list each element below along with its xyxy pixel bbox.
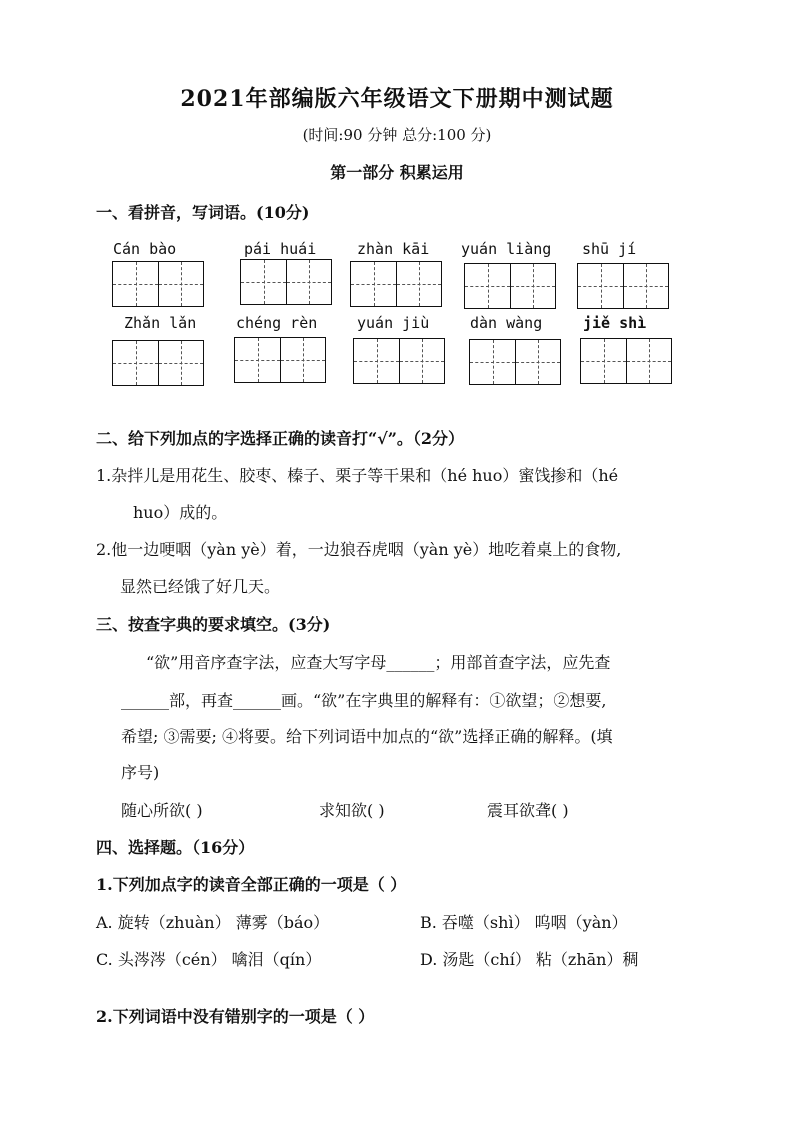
question-text: huo）成的。 [133, 503, 228, 522]
pinyin-label: yuán liàng [461, 240, 552, 258]
question-text: 2.他一边哽咽（yàn yè）着，一边狼吞虎咽（yàn yè）地吃着桌上的食物, [96, 540, 622, 559]
writing-grid[interactable] [234, 337, 326, 383]
writing-grid[interactable] [353, 338, 445, 384]
pinyin-label: shū jí [582, 240, 637, 258]
question-text: 1.下列加点字的读音全部正确的一项是（ ） [96, 875, 407, 894]
pinyin-label: dàn wàng [470, 314, 543, 332]
pinyin-label: pái huái [244, 240, 317, 258]
question-text: 显然已经饿了好几天。 [120, 577, 281, 596]
writing-grid[interactable] [350, 261, 442, 307]
paragraph-line: 序号) [121, 763, 160, 782]
writing-grid[interactable] [577, 263, 669, 309]
writing-grid[interactable] [240, 259, 332, 305]
exam-time-score: (时间:90 分钟 总分:100 分) [302, 126, 492, 144]
writing-grid[interactable] [464, 263, 556, 309]
writing-grid[interactable] [112, 340, 204, 386]
fill-item: 求知欲( ) [319, 801, 385, 820]
pinyin-label: Zhǎn lǎn [124, 314, 197, 332]
page-title: 2021年部编版六年级语文下册期中测试题 [180, 86, 614, 112]
pinyin-label: chéng rèn [236, 314, 318, 332]
pinyin-label: Cán bào [113, 240, 177, 258]
option-a: A. 旋转（zhuàn） 薄雾（báo） [96, 913, 330, 932]
section2-heading: 二、给下列加点的字选择正确的读音打“√”。（2分） [96, 429, 465, 448]
section3-heading: 三、按查字典的要求填空。(3分) [96, 615, 331, 634]
paragraph-line: “欲”用音序查字法，应查大写字母______；用部首查字法，应先查 [146, 653, 611, 672]
fill-item: 震耳欲聋( ) [487, 801, 569, 820]
section1-heading: 一、看拼音，写词语。(10分) [96, 203, 310, 222]
pinyin-label: jiě shì [583, 314, 647, 332]
writing-grid[interactable] [112, 261, 204, 307]
pinyin-label: yuán jiù [357, 314, 430, 332]
writing-grid[interactable] [469, 339, 561, 385]
writing-grid[interactable] [580, 338, 672, 384]
section4-heading: 四、选择题。（16分） [96, 838, 255, 857]
pinyin-label: zhàn kāi [357, 240, 430, 258]
option-b: B. 吞噬（shì） 呜咽（yàn） [420, 913, 628, 932]
part-label: 第一部分 积累运用 [330, 163, 464, 182]
paragraph-line: ______部，再查______画。“欲”在字典里的解释有：①欲望；②想要, [121, 691, 607, 710]
question-text: 2.下列词语中没有错别字的一项是（ ） [96, 1007, 375, 1026]
paragraph-line: 希望; ③需要; ④将要。给下列词语中加点的“欲”选择正确的解释。(填 [121, 727, 613, 746]
question-text: 1.杂拌儿是用花生、胶枣、榛子、栗子等干果和（hé huo）蜜饯掺和（hé [96, 466, 619, 485]
fill-item: 随心所欲( ) [121, 801, 203, 820]
option-d: D. 汤匙（chí） 粘（zhān）稠 [420, 950, 639, 969]
option-c: C. 头涔涔（cén） 噙泪（qín） [96, 950, 322, 969]
